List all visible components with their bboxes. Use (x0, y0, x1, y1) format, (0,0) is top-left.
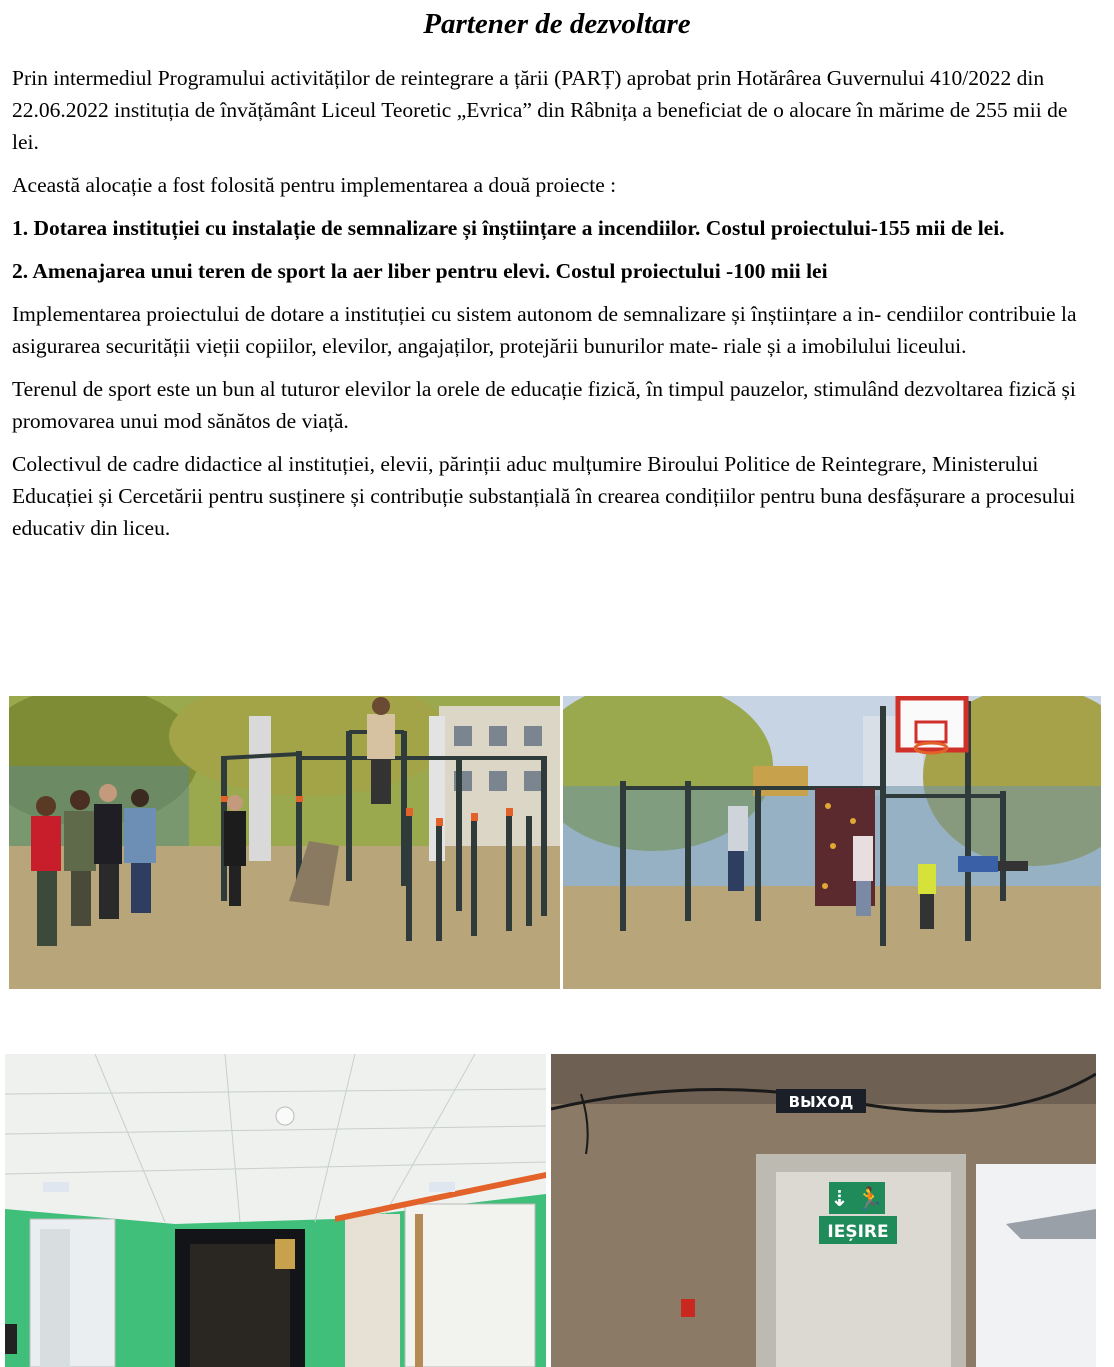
page-title: Partener de dezvoltare (423, 8, 691, 40)
photo-corridor (5, 1054, 546, 1367)
paragraph-sport-field: Terenul de sport este un bun al tuturor elevilor la orele de educație fizică, în timpul pauzelor, stimulând dezvoltarea fizică și promovarea unui mod sănătos de viață. (12, 377, 1076, 433)
paragraph-intro: Prin intermediul Programului activităților de reintegrare a țării (PARȚ) aprobat prin Hotărârea Guvernului 410/2022 din 22.06.2022 instituția de învățământ Liceul Teoretic „Evrica” din Râbnița a beneficiat de o alocare în mărime de 255 mii de lei. (12, 66, 1068, 154)
project-item-1: 1. Dotarea instituției cu instalație de semnalizare și înștiințare a incendiilor. Costul proiectului-155 mii de lei. (12, 216, 1005, 240)
document-body (12, 62, 1082, 555)
paragraph-allocation: Această alocație a fost folosită pentru implementarea a două proiecte : (12, 173, 617, 197)
exit-sign-door-label: IEȘIRE (827, 1222, 889, 1242)
project-item-2: 2. Amenajarea unui teren de sport la aer liber pentru elevi. Costul proiectului -100 mii lei (12, 259, 828, 283)
photo-workout-area (9, 696, 560, 989)
exit-sign-top-label: ВЫХОД (788, 1093, 854, 1111)
svg-text:⇣ 🏃: ⇣ 🏃 (830, 1187, 884, 1212)
paragraph-thanks: Colectivul de cadre didactice al instituției, elevii, părinții aduc mulțumire Biroului Politice de Reintegrare, Ministerului Educației și Cercetării pentru susținere și contribuție substanțială în crearea condițiilor pentru buna desfășurare a procesului educativ din liceu. (12, 452, 1076, 540)
paragraph-fire-system: Implementarea proiectului de dotare a instituției cu sistem autonom de semnalizare și înștiințare a in- cendiilor contribuie la asigurarea securității vieții copiilor, elevilor, angajaților, protejării bunurilor mate- riale și a imobilului liceului. (12, 302, 1077, 358)
photo-basketball-area (563, 696, 1101, 989)
photo-exit-door (551, 1054, 1096, 1367)
